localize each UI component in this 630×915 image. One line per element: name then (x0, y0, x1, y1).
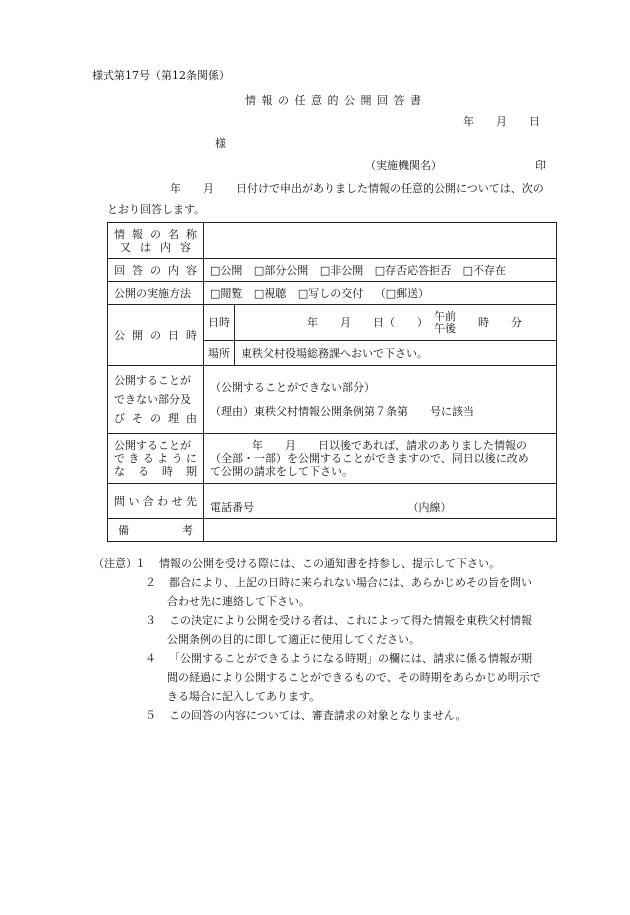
note-number: １ (135, 557, 146, 570)
checkbox-disclose[interactable]: □公開 (210, 263, 243, 277)
undisclosable-reason: （理由）東秩父村情報公開条例第７条第 号に該当 (210, 404, 474, 418)
note-text: この回答の内容については、審査請求の対象となりません。 (169, 709, 467, 722)
place-value: 東秩父村役場総務課へおいで下さい。 (241, 346, 428, 360)
timing-line2: （全部・一部）を公開することができますので、同日以後に改め (210, 452, 529, 465)
label-info-name (108, 223, 204, 259)
label-info-name-line2: 又 は 内 容 (120, 240, 191, 254)
note-item-5 (107, 706, 557, 725)
extension-label: （内線） (407, 501, 452, 514)
label-timing-line1: 公開することが (114, 439, 191, 452)
label-undisclosable-line2: できない部分及 (114, 393, 191, 406)
am-pm-choice (434, 311, 456, 335)
timing-line1: 年 月 日以後であれば、請求のありました情報の (252, 439, 527, 452)
label-contact (108, 484, 204, 519)
label-method (108, 282, 204, 305)
contact-value[interactable] (204, 484, 557, 519)
label-info-name-line1: 情 報 の 名 称 (114, 227, 197, 241)
label-undisclosable (108, 366, 204, 434)
notes-section (93, 554, 557, 725)
datetime-subrow (204, 305, 556, 341)
timing-line3: て公開の請求をして下さい。 (210, 465, 353, 478)
undisclosable-value[interactable] (204, 366, 557, 434)
label-timing-line3: な る 時 期 (114, 465, 197, 478)
checkbox-non-disclose[interactable]: □非公開 (319, 263, 364, 277)
checkbox-copy[interactable]: □写しの交付 (297, 286, 364, 300)
label-datetime-text: 公 開 の 日 時 (114, 328, 197, 342)
datetime-cell (204, 305, 557, 366)
label-undisclosable-line3: び そ の 理 由 (114, 412, 197, 425)
row-remarks (108, 519, 557, 542)
undisclosable-part-label: （公開することができない部分） (210, 380, 375, 394)
row-info-name (108, 223, 557, 259)
note-item-3 (107, 611, 557, 630)
row-undisclosable (108, 366, 557, 434)
am-label: 午前 (434, 309, 456, 323)
date-line: 年 月 日 (463, 115, 540, 128)
method-options (204, 282, 557, 305)
document-title: 情 報 の 任 意 的 公 開 回 答 書 (245, 94, 422, 107)
checkbox-refuse-existence[interactable]: □存否応答拒否 (374, 263, 452, 277)
response-form-table (107, 222, 557, 542)
note-text: 「公開することができるようになる時期」の欄には、請求に係る情報が期 (169, 652, 532, 665)
note-item-1 (93, 554, 557, 573)
disclosure-timing-value[interactable] (204, 434, 557, 484)
note-number: ２ (145, 576, 156, 589)
note-text-continued: 合わせ先に連絡して下さい。 (167, 595, 310, 608)
place-subrow (204, 341, 556, 365)
checkbox-viewing[interactable]: □閲覧 (210, 286, 243, 300)
row-method (108, 282, 557, 305)
datetime-value[interactable] (235, 311, 556, 335)
label-datetime (108, 305, 204, 366)
label-remarks (108, 519, 204, 542)
note-number: ３ (145, 614, 156, 627)
date-blank: 年 月 日（ ） (307, 316, 428, 329)
checkbox-not-exist[interactable]: □不存在 (462, 263, 507, 277)
row-response-content (108, 259, 557, 282)
note-text-continued: 間の経過により公開することができるもので、その時期をあらかじめ明示で (167, 671, 541, 684)
checkbox-mail[interactable]: （□郵送） (374, 286, 430, 300)
label-contact-text: 問 い 合 わ せ 先 (114, 494, 197, 508)
addressee-suffix: 様 (215, 137, 226, 150)
form-number: 様式第17号（第12条関係） (92, 69, 230, 82)
row-contact (108, 484, 557, 519)
intro-text-line1: 年 月 日付けで申出がありました情報の任意的公開については、次の (170, 182, 544, 195)
pm-label: 午後 (434, 321, 456, 335)
checkbox-partial-disclose[interactable]: □部分公開 (253, 263, 309, 277)
note-item-4 (107, 649, 557, 668)
agency-name-label: （実施機関名） (365, 159, 442, 172)
label-remarks-text: 備 考 (118, 523, 193, 537)
response-content-options (204, 259, 557, 282)
note-text: 都合により、上記の日時に来られない場合には、あらかじめその旨を問い (169, 576, 532, 589)
phone-label: 電話番号 (210, 501, 254, 514)
note-text-continued: きる場合に記入してあります。 (167, 690, 321, 703)
note-number: ４ (145, 652, 156, 665)
remarks-value[interactable] (204, 519, 557, 542)
label-undisclosable-line1: 公開することが (114, 374, 191, 387)
value-info-name[interactable] (204, 223, 557, 259)
place-label: 場所 (204, 341, 235, 365)
note-number: ５ (145, 709, 156, 722)
row-datetime (108, 305, 557, 366)
label-disclosure-timing (108, 434, 204, 484)
intro-text-line2: とおり回答します。 (107, 203, 206, 216)
note-text: 情報の公開を受ける際には、この通知書を持参し、提示して下さい。 (159, 557, 500, 570)
note-text: この決定により公開を受ける者は、これによって得た情報を東秩父村情報 (169, 614, 532, 627)
label-timing-line2: で き る よ う に (114, 452, 197, 465)
label-method-text: 公開の実施方法 (114, 286, 191, 300)
checkbox-listening[interactable]: □視聴 (253, 286, 287, 300)
note-item-2 (107, 573, 557, 592)
note-text-continued: 公開条例の目的に即して適正に使用してください。 (167, 633, 420, 646)
label-response-content (108, 259, 204, 282)
notes-heading: （注意） (93, 557, 137, 570)
time-blank: 時 分 (478, 316, 522, 329)
label-response-content-text: 回 答 の 内 容 (114, 263, 197, 277)
seal-mark: 印 (535, 159, 546, 172)
row-disclosure-timing (108, 434, 557, 484)
datetime-label: 日時 (204, 305, 235, 340)
